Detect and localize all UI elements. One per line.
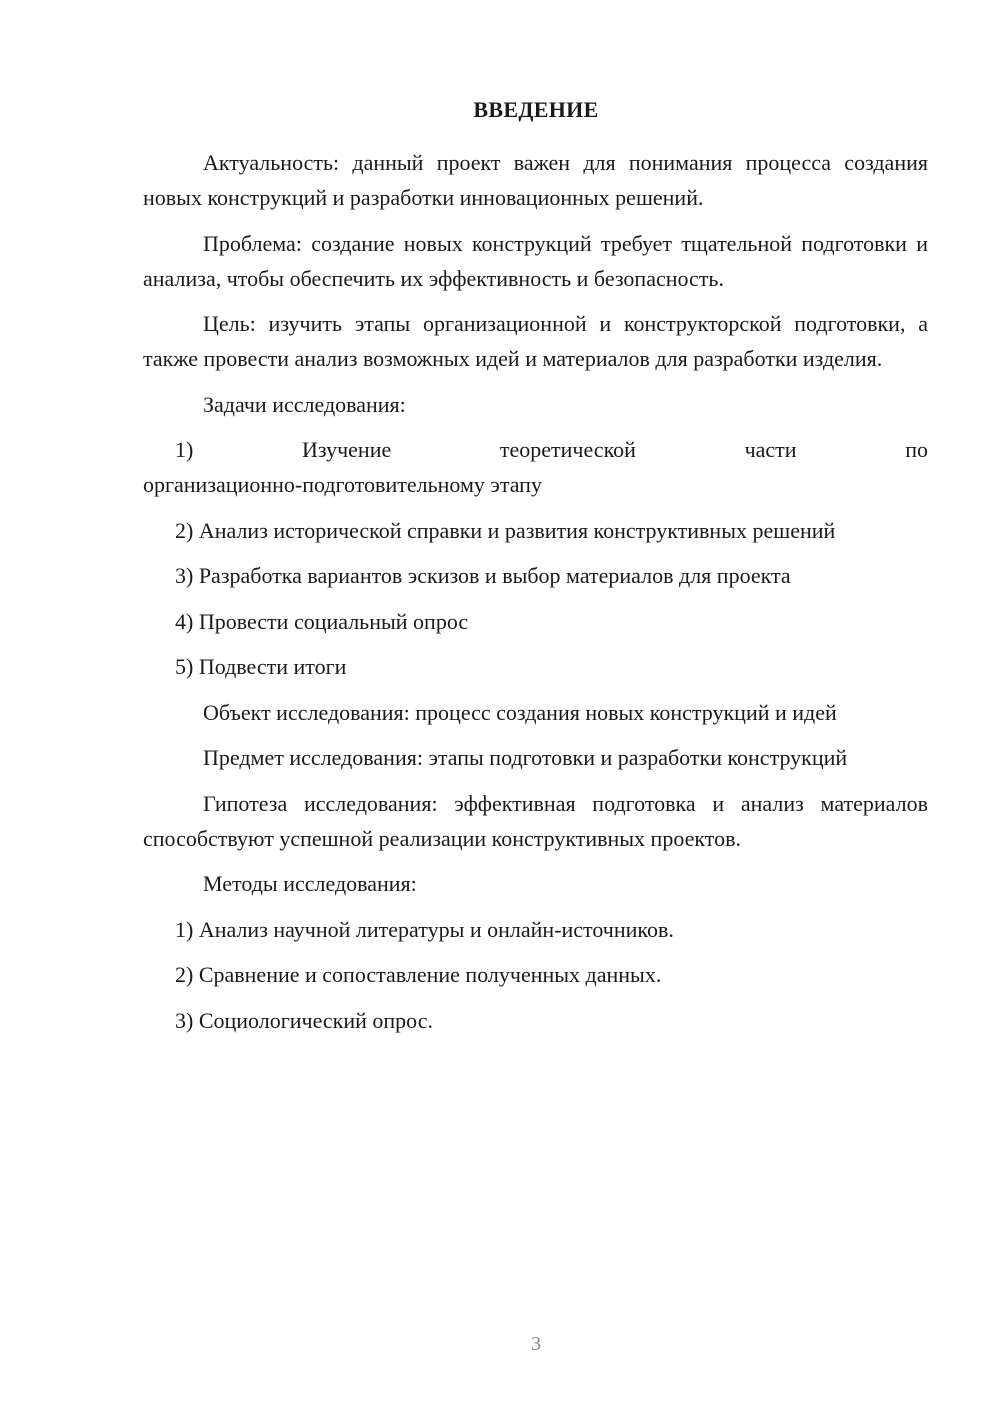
methods-heading: Методы исследования: [203, 871, 417, 896]
list-item: 1) Анализ научной литературы и онлайн-источников. [175, 916, 674, 942]
problem-paragraph: Проблема: создание новых конструкций требует тщательной подготовки и анализа, чтобы обеспечить их эффективность и безопасность. [143, 230, 928, 291]
page-title: ВВЕДЕНИЕ [473, 97, 599, 122]
list-item: 2) Сравнение и сопоставление полученных данных. [175, 962, 662, 987]
document-body [143, 145, 928, 1048]
subject-paragraph: Предмет исследования: этапы подготовки и разработки конструкций [203, 745, 848, 770]
hypothesis-paragraph: Гипотеза исследования: эффективная подготовка и анализ материалов способствуют успешной реализации конструктивных проектов. [143, 790, 928, 851]
page-number: 3 [531, 1333, 541, 1355]
list-item: 4) Провести социальный опрос [175, 608, 469, 634]
list-item [143, 432, 928, 502]
task-1-rest-line: организационно-подготовительному этапу [143, 472, 542, 497]
list-item: 3) Социологический опрос. [175, 1007, 433, 1033]
tasks-heading: Задачи исследования: [203, 391, 406, 417]
task-1-first-line: 1) Изучение теоретической части по [175, 437, 928, 462]
goal-paragraph: Цель: изучить этапы организационной и конструкторской подготовки, а также провести анализ возможных идей и материалов для разработки изделия. [143, 311, 928, 371]
relevance-paragraph: Актуальность: данный проект важен для понимания процесса создания новых конструкций и разработки инновационных решений. [143, 150, 928, 210]
object-paragraph: Объект исследования: процесс создания новых конструкций и идей [203, 699, 837, 725]
list-item: 3) Разработка вариантов эскизов и выбор материалов для проекта [175, 563, 791, 588]
list-item: 2) Анализ исторической справки и развития конструктивных решений [175, 517, 836, 543]
list-item: 5) Подвести итоги [175, 654, 347, 679]
